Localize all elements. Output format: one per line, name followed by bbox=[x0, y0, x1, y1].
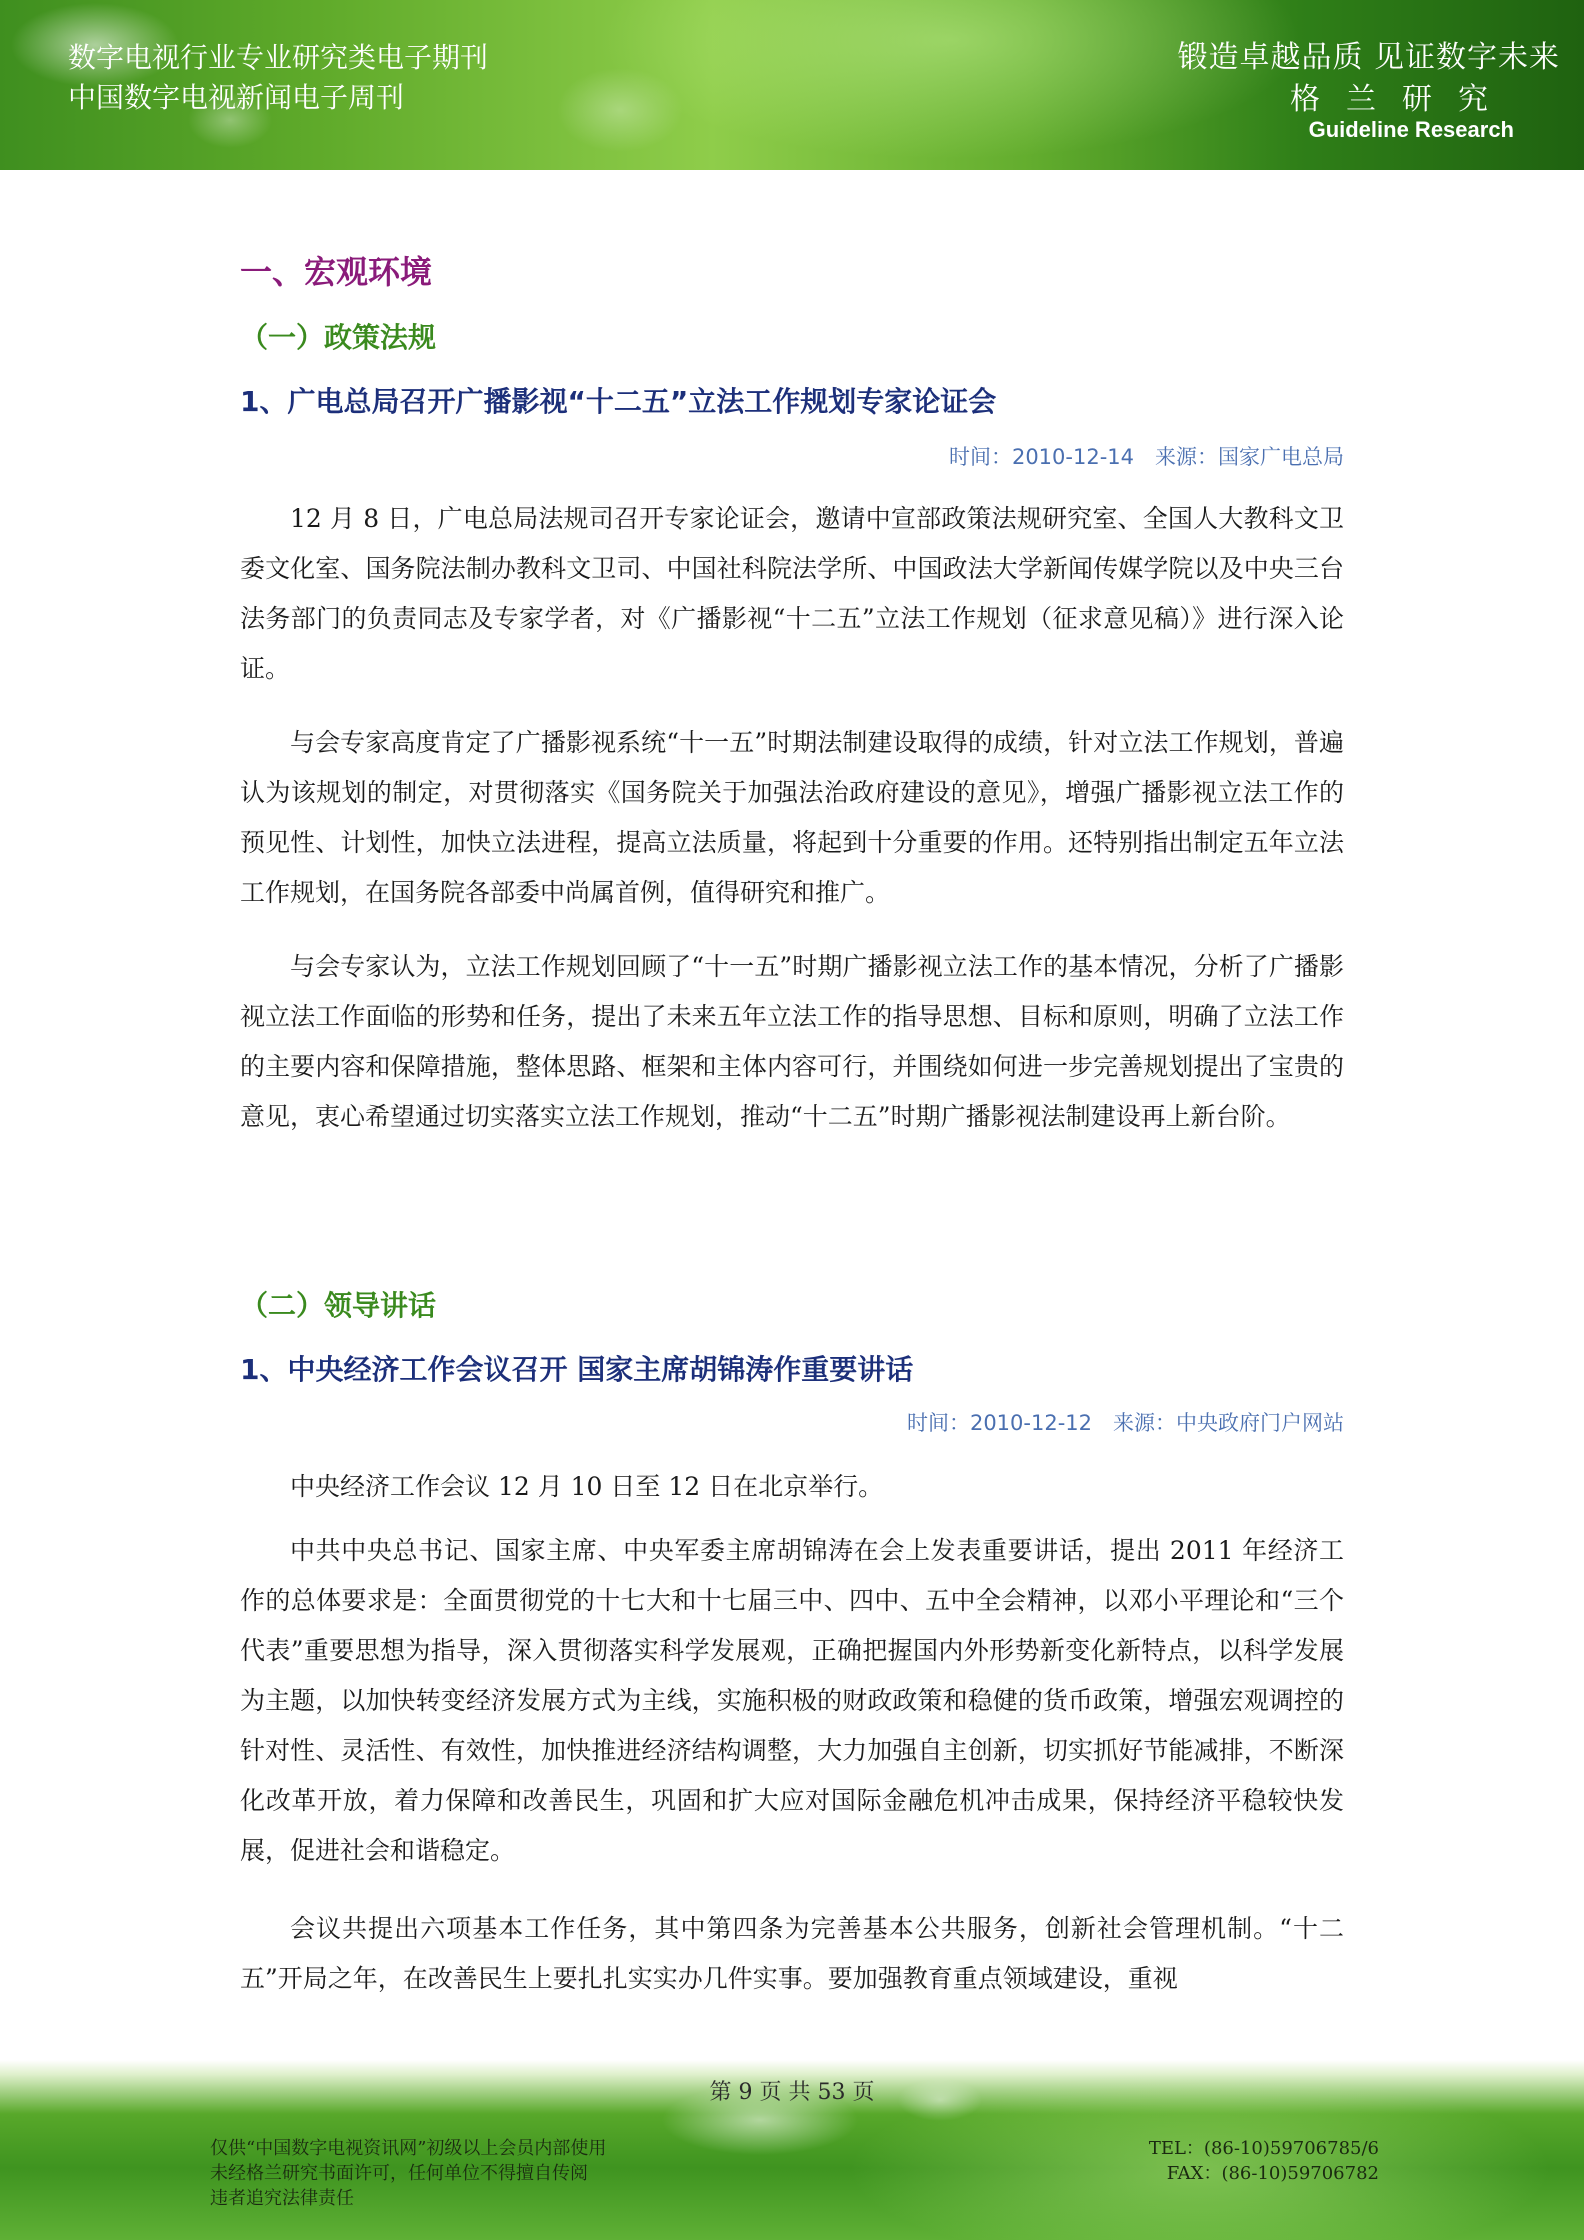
journal-type: 数字电视行业专业研究类电子期刊 bbox=[68, 41, 489, 74]
section-title: 一、宏观环境 bbox=[240, 253, 433, 291]
article-title-legislation: 1、广电总局召开广播影视“十二五”立法工作规划专家论证会 bbox=[240, 385, 997, 418]
article-meta-economy: 时间：2010-12-12 来源：中央政府门户网站 bbox=[906, 1411, 1344, 1435]
paragraph: 会议共提出六项基本工作任务，其中第四条为完善基本公共服务，创新社会管理机制。“十二五”开局之年，在改善民生上要扎扎实实办几件实事。要加强教育重点领域建设，重视 bbox=[240, 1914, 1344, 1993]
slogan: 锻造卓越品质 见证数字未来 bbox=[1177, 40, 1560, 75]
footer-banner bbox=[0, 2060, 1584, 2240]
brand-en: Guideline Research bbox=[1308, 117, 1514, 142]
subsection-title-speech: （二）领导讲话 bbox=[240, 1289, 437, 1322]
fax: FAX：(86-10)59706782 bbox=[1166, 2163, 1379, 2184]
paragraph: 12 月 8 日，广电总局法规司召开专家论证会，邀请中宣部政策法规研究室、全国人大教科文卫委文化室、国务院法制办教科文卫司、中国社科院法学所、中国政法大学新闻传媒学院以及中央三台法务部门的负责同志及专家学者，对《广播影视“十二五”立法工作规划（征求意见稿）》进行深入论证。 bbox=[240, 504, 1344, 683]
telephone: TEL：(86-10)59706785/6 bbox=[1148, 2138, 1379, 2159]
contact-info bbox=[1149, 2136, 1379, 2186]
usage-notice-line: 仅供“中国数字电视资讯网”初级以上会员内部使用 bbox=[210, 2138, 607, 2159]
usage-notice-line: 违者追究法律责任 bbox=[210, 2188, 354, 2209]
article-title-economy: 1、中央经济工作会议召开 国家主席胡锦涛作重要讲话 bbox=[240, 1353, 914, 1386]
paragraph: 中共中央总书记、国家主席、中央军委主席胡锦涛在会上发表重要讲话，提出 2011 年经济工作的总体要求是：全面贯彻党的十七大和十七届三中、四中、五中全会精神，以邓小平理论和“三个代表”重要思想为指导，深入贯彻落实科学发展观，正确把握国内外形势新变化新特点，以科学发展为主题，以加快转变经济发展方式为主线，实施积极的财政政策和稳健的货币政策，增强宏观调控的针对性、灵活性、有效性，加快推进经济结构调整，大力加强自主创新，切实抓好节能减排，不断深化改革开放，着力保障和改善民生，巩固和扩大应对国际金融危机冲击成果，保持经济平稳较快发展，促进社会和谐稳定。 bbox=[240, 1536, 1344, 1865]
paragraph: 中央经济工作会议 12 月 10 日至 12 日在北京举行。 bbox=[290, 1472, 884, 1501]
subsection-title-policy: （一）政策法规 bbox=[240, 321, 437, 354]
journal-description bbox=[68, 38, 488, 118]
page-number: 第 9 页 共 53 页 bbox=[709, 2080, 875, 2105]
journal-name: 中国数字电视新闻电子周刊 bbox=[68, 81, 405, 114]
article-meta-legislation: 时间：2010-12-14 来源：国家广电总局 bbox=[948, 445, 1344, 469]
usage-notice-line: 未经格兰研究书面许可，任何单位不得擅自传阅 bbox=[210, 2163, 588, 2184]
brand-cn: 格兰研究 bbox=[1290, 82, 1514, 117]
header-banner bbox=[0, 0, 1584, 170]
paragraph: 与会专家认为，立法工作规划回顾了“十一五”时期广播影视立法工作的基本情况，分析了广播影视立法工作面临的形势和任务，提出了未来五年立法工作的指导思想、目标和原则，明确了立法工作的主要内容和保障措施，整体思路、框架和主体内容可行，并围绕如何进一步完善规划提出了宝贵的意见，衷心希望通过切实落实立法工作规划，推动“十二五”时期广播影视法制建设再上新台阶。 bbox=[240, 952, 1344, 1131]
paragraph: 与会专家高度肯定了广播影视系统“十一五”时期法制建设取得的成绩，针对立法工作规划，普遍认为该规划的制定，对贯彻落实《国务院关于加强法治政府建设的意见》，增强广播影视立法工作的预见性、计划性，加快立法进程，提高立法质量，将起到十分重要的作用。还特别指出制定五年立法工作规划，在国务院各部委中尚属首例，值得研究和推广。 bbox=[240, 728, 1344, 907]
usage-notice bbox=[210, 2136, 606, 2211]
